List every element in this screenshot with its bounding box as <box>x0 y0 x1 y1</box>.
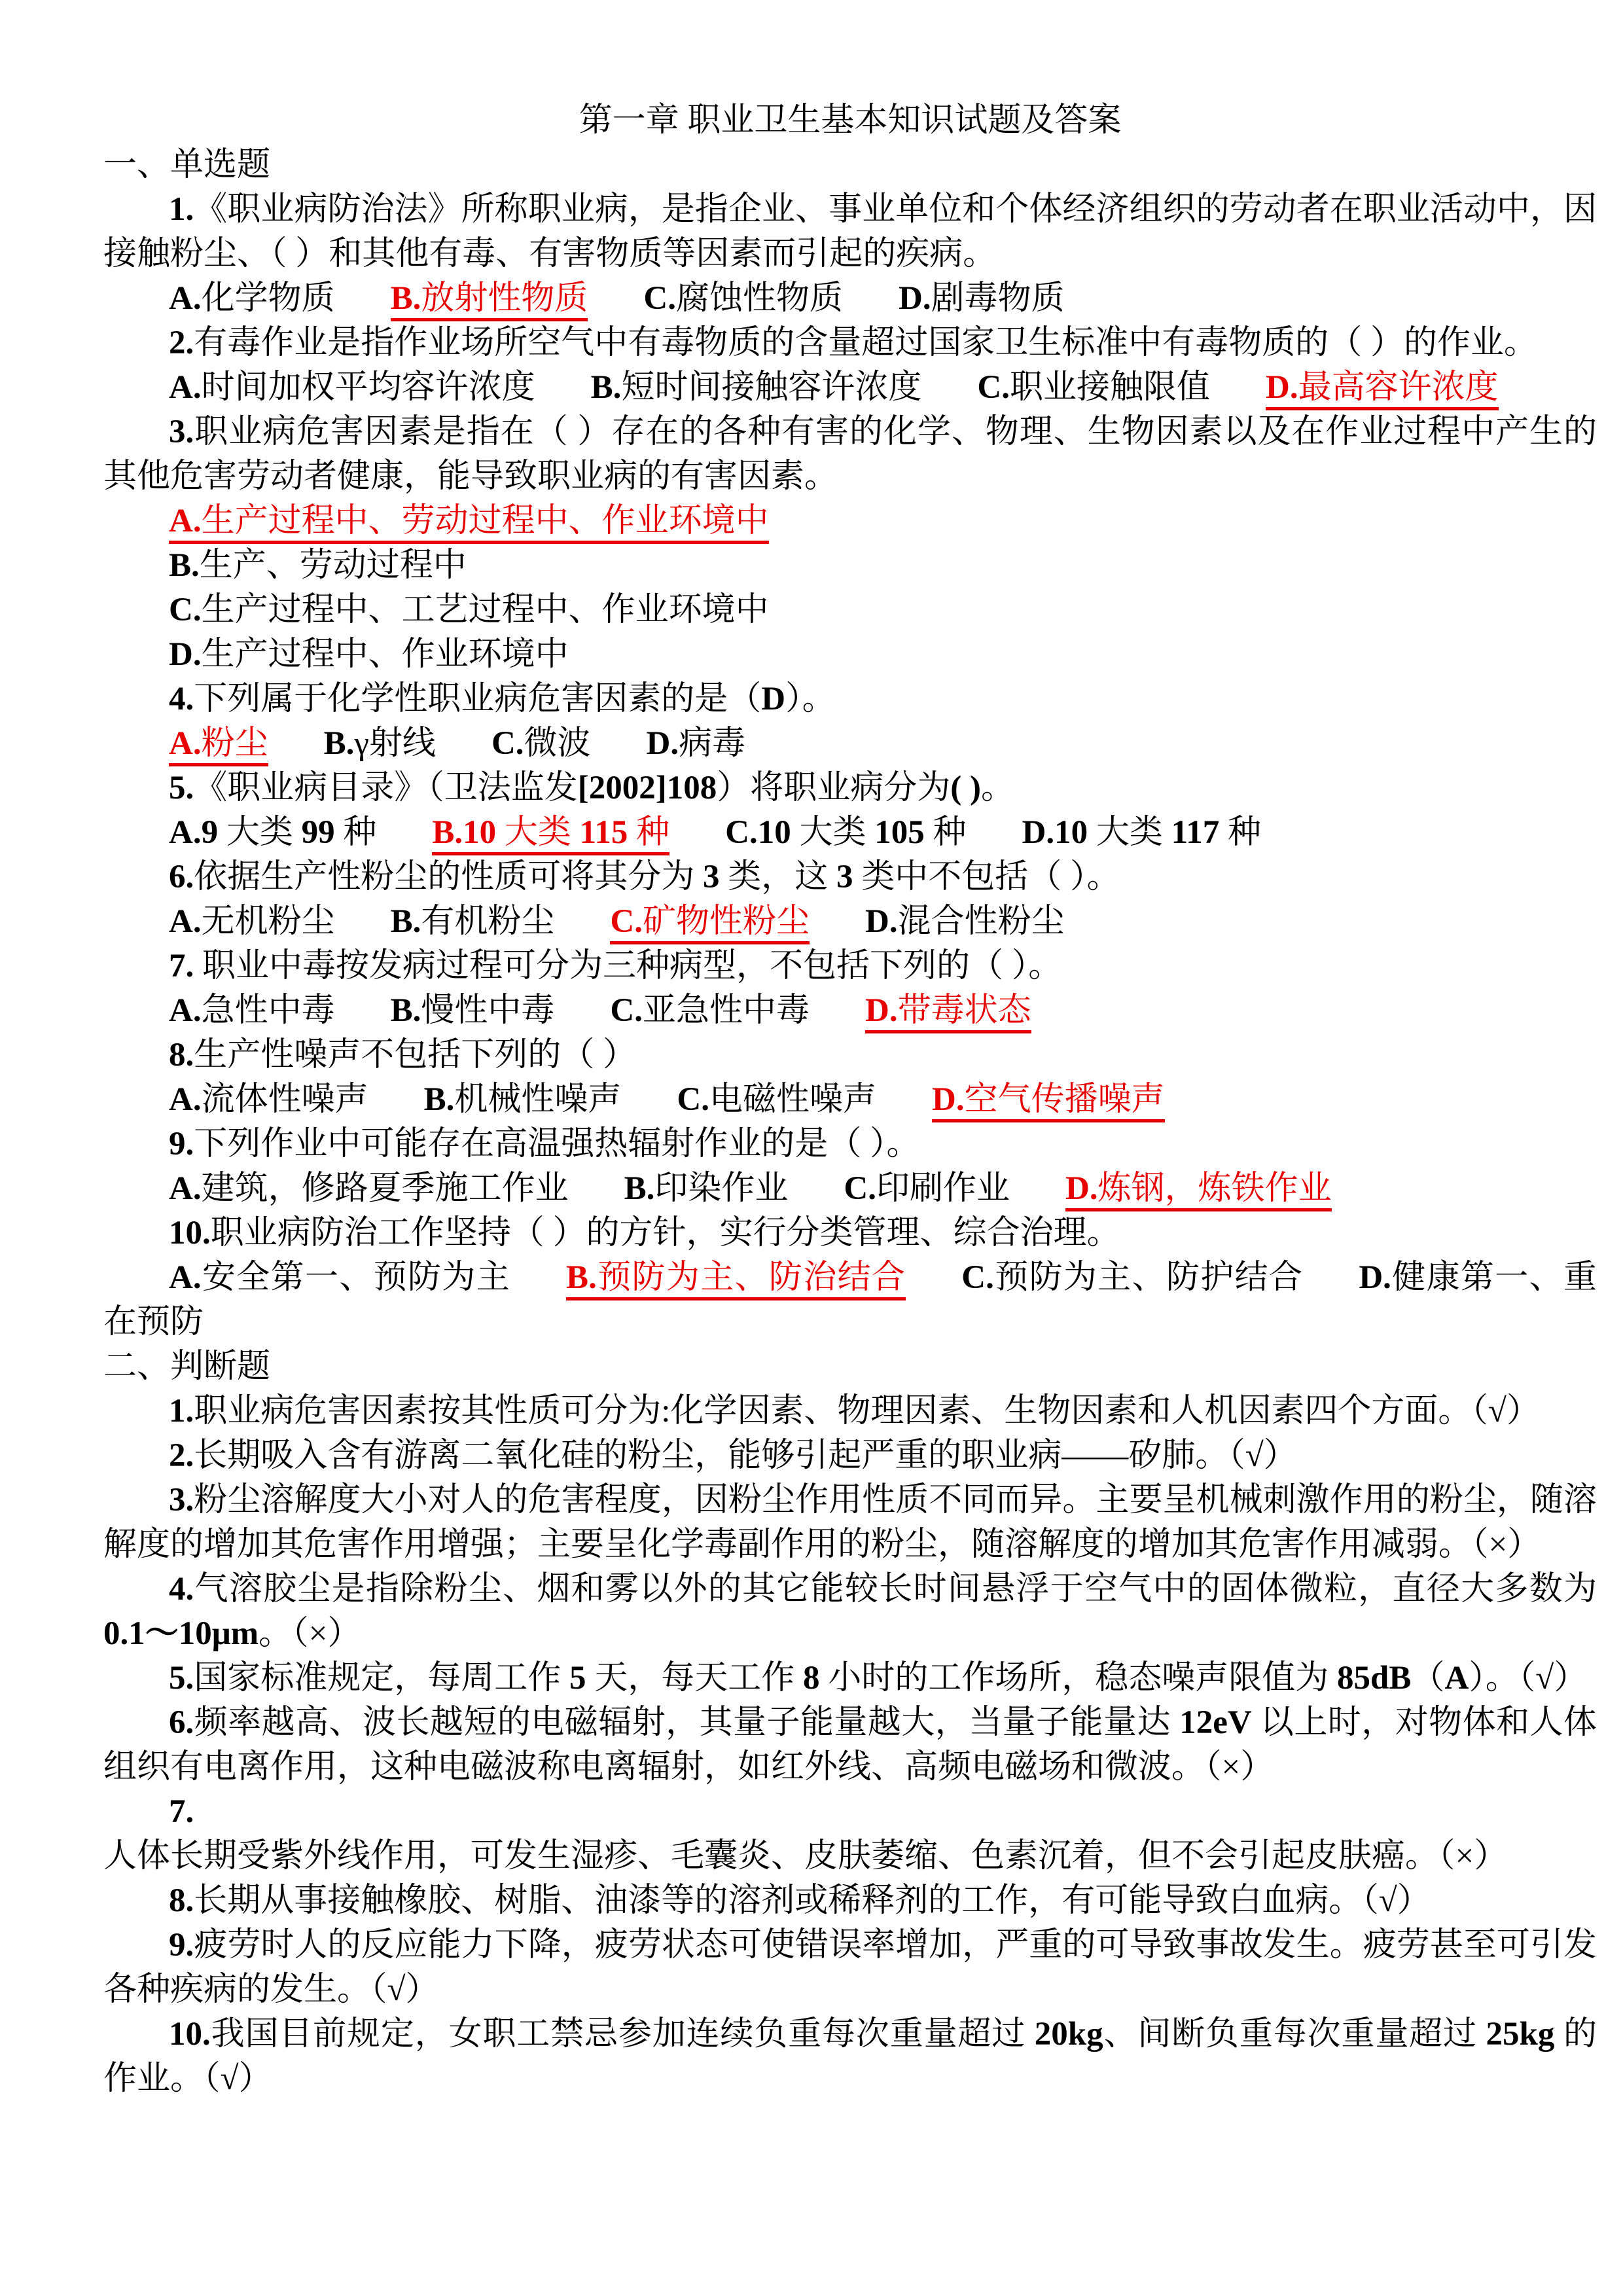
mc-option-correct: D.炼钢，炼铁作业 <box>1065 1170 1332 1211</box>
mc-option: D.剧毒物质 <box>899 280 1065 317</box>
mc-question-3: 3.职业病危害因素是指在（ ）存在的各种有害的化学、物理、生物因素以及在作业过程中产生的其他危害劳动者健康，能导致职业病的有害因素。 <box>103 414 1597 495</box>
mc-option: B.生产、劳动过程中 <box>169 547 467 584</box>
mc-option-line <box>103 588 1597 632</box>
mc-options-5 <box>103 810 1597 855</box>
tf-statement-2: 2.长期吸入含有游离二氧化硅的粉尘，能够引起严重的职业病——矽肺。（√） <box>169 1437 1297 1474</box>
mc-options-7 <box>103 988 1597 1033</box>
mc-question-10: 10.职业病防治工作坚持（ ）的方针，实行分类管理、综合治理。 <box>169 1215 1120 1251</box>
mc-option: B.短时间接触容许浓度 <box>590 369 922 406</box>
mc-option-line <box>103 632 1597 677</box>
section-heading-single-choice: 一、单选题 <box>103 147 271 183</box>
mc-option: B.有机粉尘 <box>390 903 555 940</box>
mc-question-7: 7. 职业中毒按发病过程可分为三种病型，不包括下列的（ ）。 <box>169 948 1062 984</box>
tf-statement-4: 4.气溶胶尘是指除粉尘、烟和雾以外的其它能较长时间悬浮于空气中的固体微粒，直径大多数为 0.1～10μm。（×） <box>103 1571 1597 1652</box>
mc-option-correct: B.放射性物质 <box>391 280 588 321</box>
mc-option: A.安全第一、预防为主 <box>169 1259 511 1296</box>
mc-option-correct: D.空气传播噪声 <box>932 1081 1165 1122</box>
mc-option: A.时间加权平均容许浓度 <box>169 369 535 406</box>
mc-question-8: 8.生产性噪声不包括下列的（ ） <box>169 1037 637 1073</box>
section-heading-true-false: 二、判断题 <box>103 1348 271 1385</box>
mc-options-2 <box>103 365 1597 410</box>
mc-option: D.混合性粉尘 <box>865 903 1065 940</box>
mc-option-line <box>103 499 1597 543</box>
mc-option: C.职业接触限值 <box>977 369 1211 406</box>
mc-option-correct: A.粉尘 <box>169 725 268 766</box>
mc-option: B.印染作业 <box>624 1170 789 1207</box>
mc-question-6: 6.依据生产性粉尘的性质可将其分为 3 类，这 3 类中不包括（ ）。 <box>169 859 1120 895</box>
mc-question-9: 9.下列作业中可能存在高温强热辐射作业的是（ ）。 <box>169 1126 920 1162</box>
mc-option: D.生产过程中、作业环境中 <box>169 636 569 673</box>
mc-option: A.流体性噪声 <box>169 1081 368 1118</box>
mc-options-10 <box>103 1255 1597 1344</box>
mc-option-correct: A.生产过程中、劳动过程中、作业环境中 <box>169 503 769 544</box>
mc-option: C.微波 <box>491 725 591 762</box>
mc-question-4: 4.下列属于化学性职业病危害因素的是（D）。 <box>169 681 836 717</box>
mc-options-8 <box>103 1077 1597 1122</box>
mc-option: C.印刷作业 <box>844 1170 1010 1207</box>
mc-options-6 <box>103 899 1597 944</box>
mc-option: C.电磁性噪声 <box>677 1081 877 1118</box>
mc-option: A.建筑，修路夏季施工作业 <box>169 1170 569 1207</box>
mc-option: A.9 大类 99 种 <box>169 814 377 851</box>
mc-question-2: 2.有毒作业是指作业场所空气中有毒物质的含量超过国家卫生标准中有毒物质的（ ）的作业。 <box>169 325 1538 361</box>
mc-option: B.γ射线 <box>323 725 436 762</box>
mc-option: B.慢性中毒 <box>390 992 555 1029</box>
mc-option: C.预防为主、防护结合 <box>961 1259 1304 1296</box>
mc-option: A.无机粉尘 <box>169 903 335 940</box>
mc-option: C.腐蚀性物质 <box>643 280 844 317</box>
mc-option: D.病毒 <box>646 725 746 762</box>
tf-statement-5: 5.国家标准规定，每周工作 5 天，每天工作 8 小时的工作场所，稳态噪声限值为 85dB（A）。（√） <box>169 1660 1588 1696</box>
mc-options-9 <box>103 1166 1597 1211</box>
mc-option-correct: B.10 大类 115 种 <box>432 814 669 855</box>
mc-option: C.生产过程中、工艺过程中、作业环境中 <box>169 592 769 628</box>
tf-statement-9: 9.疲劳时人的反应能力下降，疲劳状态可使错误率增加，严重的可导致事故发生。疲劳甚至可引发各种疾病的发生。（√） <box>103 1927 1597 2008</box>
mc-option: D.10 大类 117 种 <box>1022 814 1262 851</box>
mc-option-correct: C.矿物性粉尘 <box>610 903 810 944</box>
mc-option: B.机械性噪声 <box>423 1081 622 1118</box>
mc-option: D.健康第一、重在预防 <box>103 1259 1597 1340</box>
mc-option: A.急性中毒 <box>169 992 335 1029</box>
mc-question-5: 5.《职业病目录》（卫法监发[2002]108）将职业病分为( )。 <box>169 770 1014 806</box>
mc-option-correct: B.预防为主、防治结合 <box>566 1259 906 1300</box>
mc-options-1 <box>103 276 1597 321</box>
mc-options-4 <box>103 721 1597 766</box>
mc-option-correct: D.最高容许浓度 <box>1266 369 1499 410</box>
document-title: 第一章 职业卫生基本知识试题及答案 <box>579 102 1122 139</box>
mc-option: C.亚急性中毒 <box>610 992 810 1029</box>
mc-option-correct: D.带毒状态 <box>865 992 1031 1033</box>
tf-statement-10: 10.我国目前规定，女职工禁忌参加连续负重每次重量超过 20kg、间断负重每次重量超过 25kg 的作业。（√） <box>103 2016 1597 2097</box>
tf-statement-8: 8.长期从事接触橡胶、树脂、油漆等的溶剂或稀释剂的工作，有可能导致白血病。（√） <box>169 1882 1431 1919</box>
tf-statement-6: 6.频率越高、波长越短的电磁辐射，其量子能量越大，当量子能量达 12eV 以上时，对物体和人体组织有电离作用，这种电磁波称电离辐射，如红外线、高频电磁场和微波。（×） <box>103 1704 1597 1785</box>
tf-statement-3: 3.粉尘溶解度大小对人的危害程度，因粉尘作用性质不同而异。主要呈机械刺激作用的粉尘，随溶解度的增加其危害作用增强；主要呈化学毒副作用的粉尘，随溶解度的增加其危害作用减弱。（×） <box>103 1482 1597 1563</box>
mc-question-1: 1.《职业病防治法》所称职业病，是指企业、事业单位和个体经济组织的劳动者在职业活动中，因接触粉尘、（ ）和其他有毒、有害物质等因素而引起的疾病。 <box>103 191 1597 272</box>
mc-option-line <box>103 543 1597 588</box>
mc-option: A.化学物质 <box>169 280 335 317</box>
tf-statement-1: 1.职业病危害因素按其性质可分为:化学因素、物理因素、生物因素和人机因素四个方面。（√） <box>169 1393 1540 1429</box>
tf-statement-7: 7.人体长期受紫外线作用，可发生湿疹、毛囊炎、皮肤萎缩、色素沉着，但不会引起皮肤癌。（×） <box>103 1793 1508 1874</box>
mc-option: C.10 大类 105 种 <box>725 814 967 851</box>
